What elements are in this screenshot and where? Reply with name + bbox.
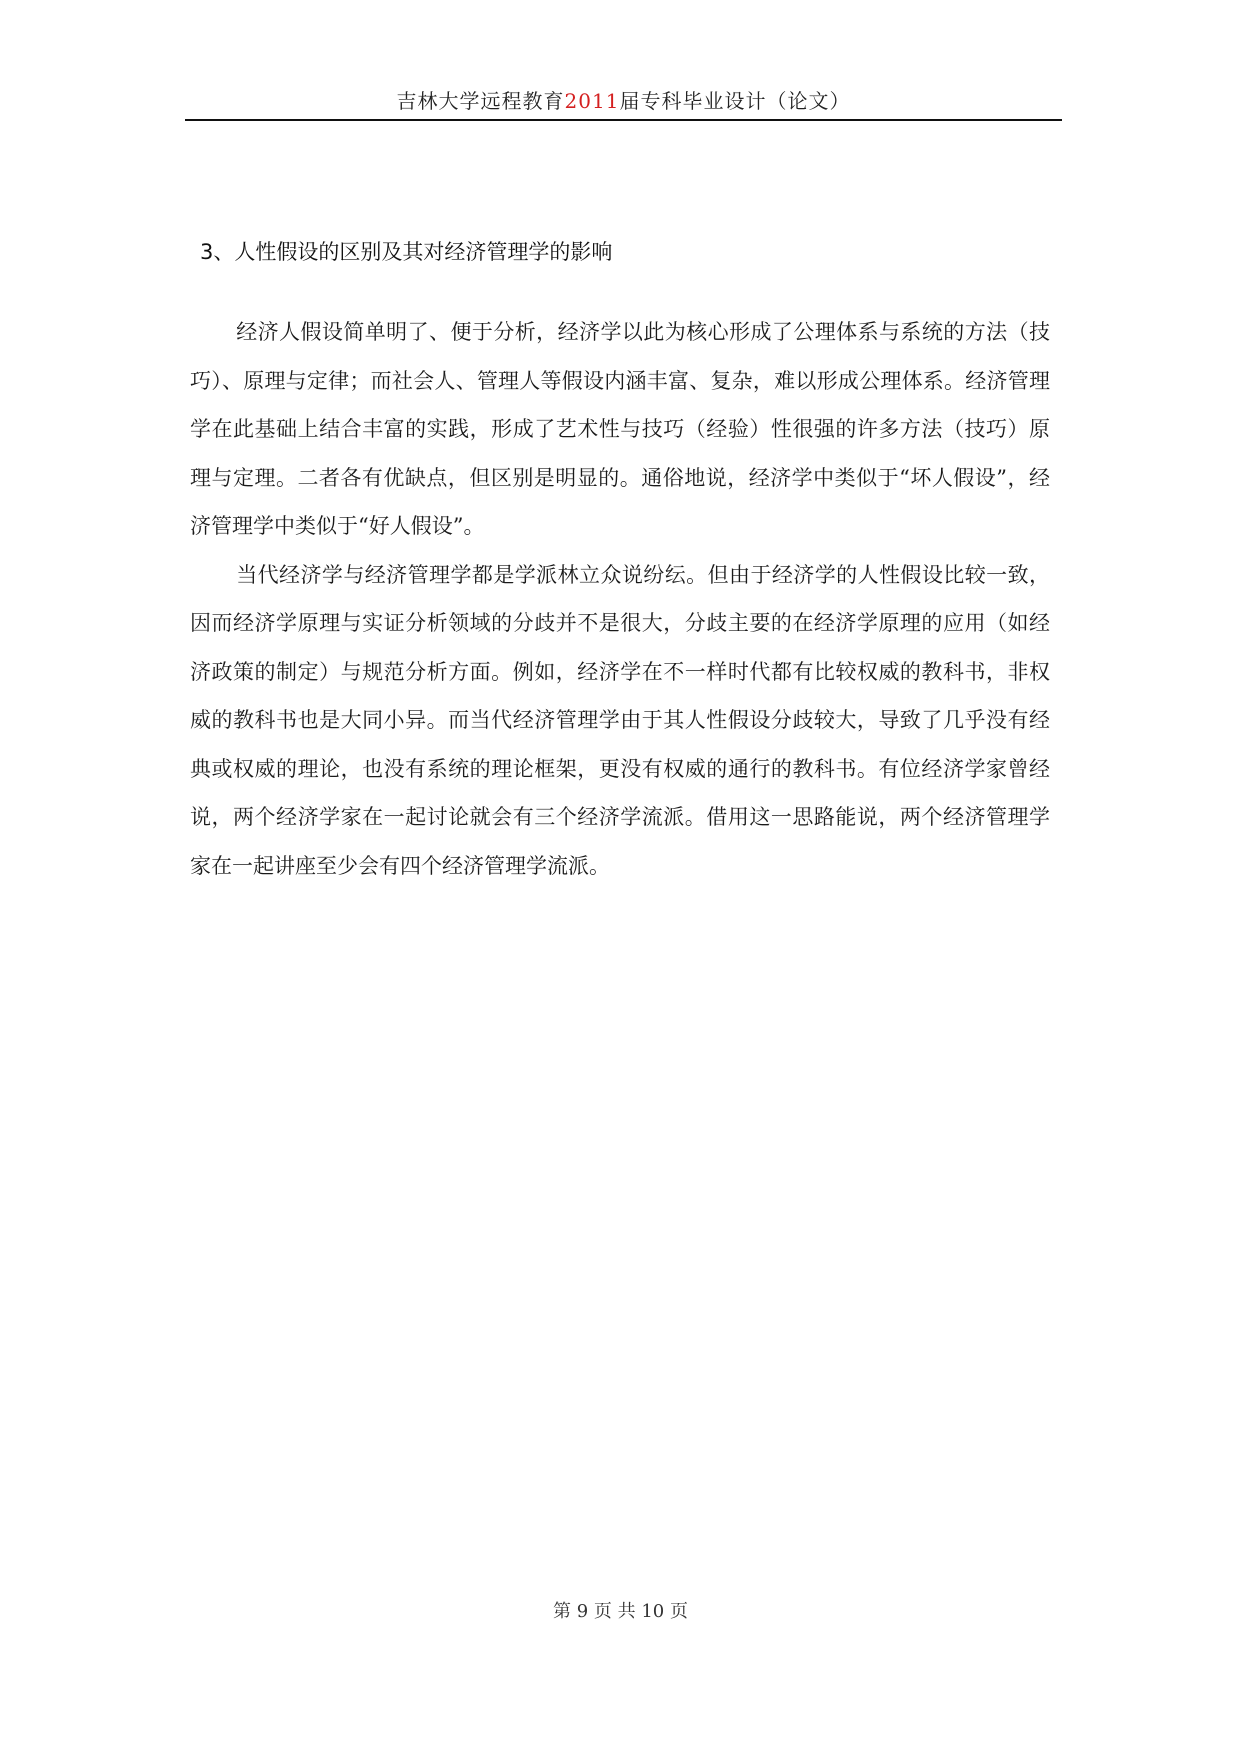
paragraph-2: 当代经济学与经济管理学都是学派林立众说纷纭。但由于经济学的人性假设比较一致，因而经济学原理与实证分析领域的分歧并不是很大，分歧主要的在经济学原理的应用（如经济政策的制定）与规范分析方面。例如，经济学在不一样时代都有比较权威的教科书，非权威的教科书也是大同小异。而当代经济管理学由于其人性假设分歧较大，导致了几乎没有经典或权威的理论，也没有系统的理论框架，更没有权威的通行的教科书。有位经济学家曾经说，两个经济学家在一起讨论就会有三个经济学流派。借用这一思路能说，两个经济管理学家在一起讲座至少会有四个经济管理学流派。	[190, 562, 1050, 878]
page-footer	[0, 1601, 1241, 1624]
header-suffix: 届专科毕业设计（论文）	[619, 89, 851, 113]
page-number: 第 9 页 共 10 页	[553, 1601, 688, 1622]
paragraph-1: 经济人假设简单明了、便于分析，经济学以此为核心形成了公理体系与系统的方法（技巧）、原理与定律；而社会人、管理人等假设内涵丰富、复杂，难以形成公理体系。经济管理学在此基础上结合丰富的实践，形成了艺术性与技巧（经验）性很强的许多方法（技巧）原理与定理。二者各有优缺点，但区别是明显的。通俗地说，经济学中类似于“坏人假设”，经济管理学中类似于“好人假设”。	[190, 320, 1050, 538]
page-header	[185, 88, 1062, 114]
section-title: 3、人性假设的区别及其对经济管理学的影响	[200, 240, 613, 264]
header-rule	[185, 119, 1062, 121]
header-prefix: 吉林大学远程教育	[396, 89, 565, 113]
header-year: 2011	[564, 89, 620, 113]
body-text	[190, 308, 1050, 890]
